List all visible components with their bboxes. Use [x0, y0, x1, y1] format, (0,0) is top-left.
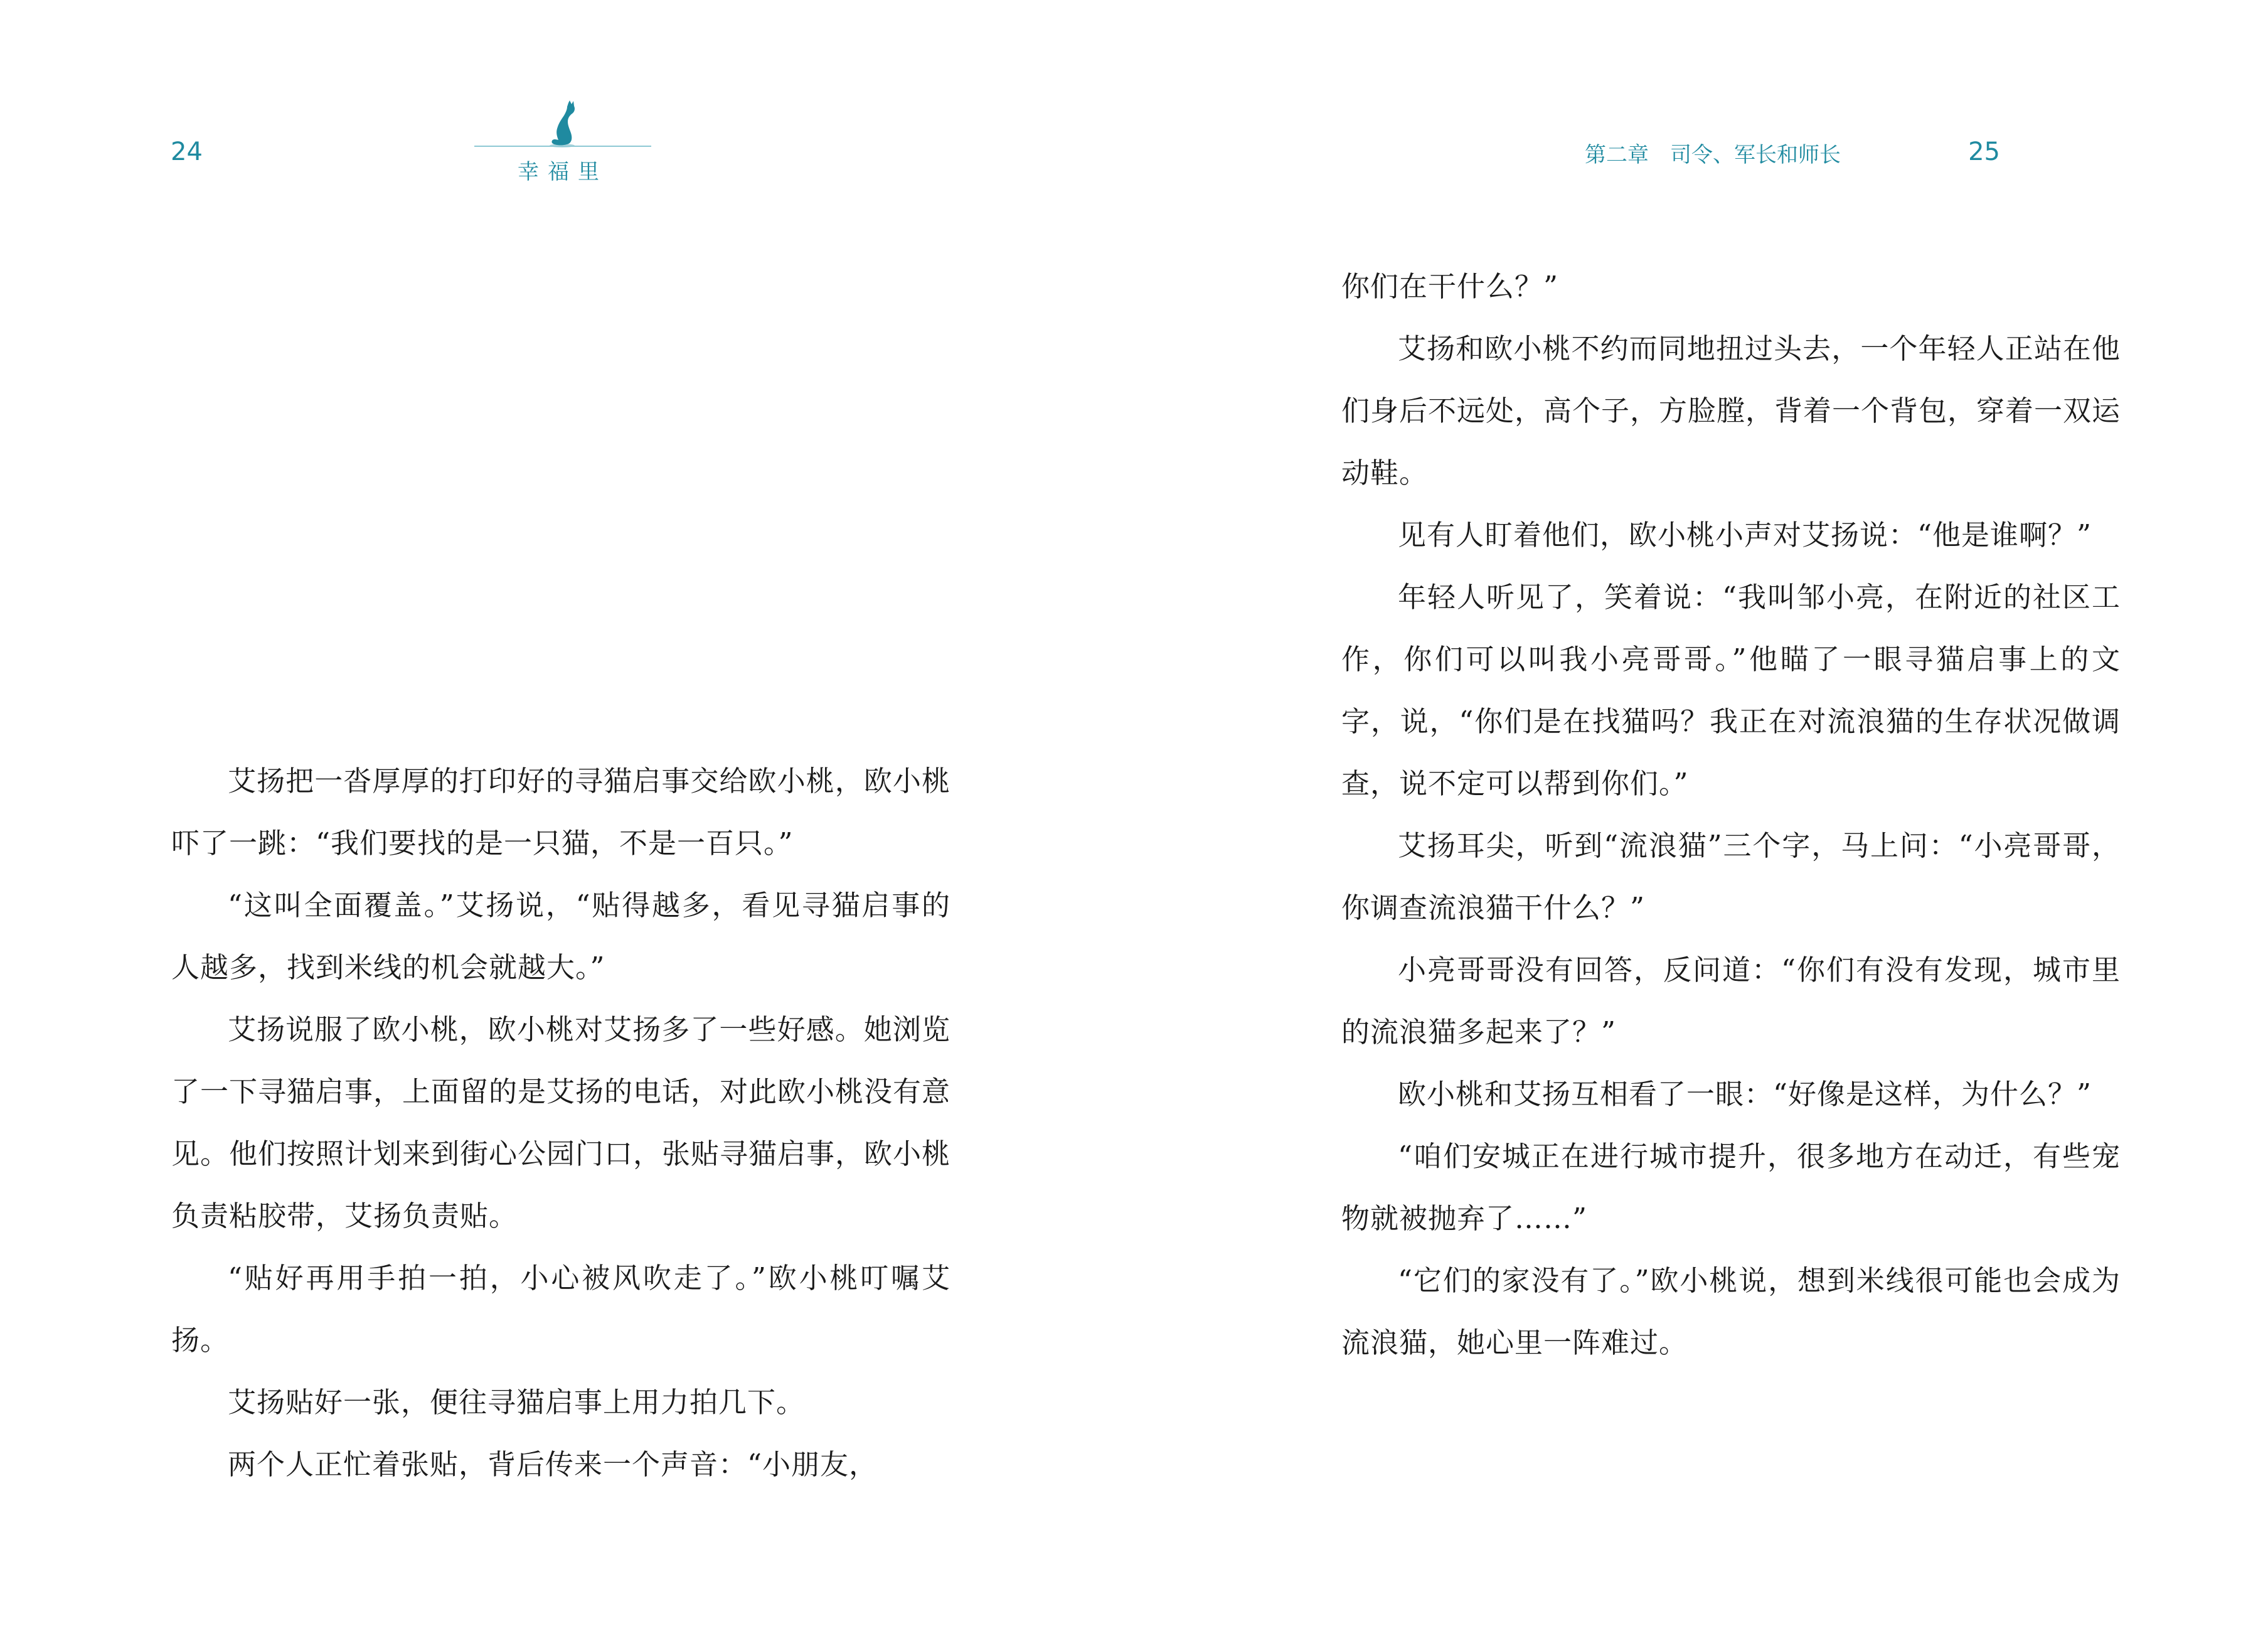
paragraph-continuation: 你们在干什么？”	[1341, 270, 1559, 303]
page-number-right: 25	[1968, 137, 2000, 166]
paragraph: 艾扬说服了欧小桃，欧小桃对艾扬多了一些好感。她浏览了一下寻猫启事，上面留的是艾扬的电话，对此欧小桃没有意见。他们按照计划来到街心公园门口，张贴寻猫启事，欧小桃负责粘胶带，艾扬负责贴。	[171, 1013, 951, 1233]
paragraph: 两个人正忙着张贴，背后传来一个声音：“小朋友，	[228, 1448, 878, 1481]
paragraph: 艾扬把一沓厚厚的打印好的寻猫启事交给欧小桃，欧小桃吓了一跳：“我们要找的是一只猫，不是一百只。”	[171, 764, 950, 860]
page-number-left: 24	[171, 137, 203, 166]
paragraph: 欧小桃和艾扬互相看了一眼：“好像是这样，为什么？”	[1398, 1078, 2092, 1111]
book-title: 幸福里	[518, 159, 608, 184]
paragraph: 艾扬贴好一张，便往寻猫启事上用力拍几下。	[228, 1386, 806, 1419]
paragraph: “它们的家没有了。”欧小桃说，想到米线很可能也会成为流浪猫，她心里一阵难过。	[1341, 1264, 2121, 1359]
right-body-text	[1341, 255, 2121, 1374]
left-body-text	[171, 750, 950, 1495]
paragraph: 艾扬和欧小桃不约而同地扭过头去，一个年轻人正站在他们身后不远处，高个子，方脸膛，背着一个背包，穿着一双运动鞋。	[1341, 332, 2121, 489]
paragraph: 小亮哥哥没有回答，反问道：“你们有没有发现，城市里的流浪猫多起来了？”	[1341, 953, 2121, 1049]
paragraph: “贴好再用手拍一拍，小心被风吹走了。”欧小桃叮嘱艾扬。	[171, 1261, 950, 1357]
paragraph: “咱们安城正在进行城市提升，很多地方在动迁，有些宠物就被抛弃了……”	[1341, 1140, 2121, 1235]
paragraph: 见有人盯着他们，欧小桃小声对艾扬说：“他是谁啊？”	[1398, 518, 2092, 552]
running-header-chapter-title: 第二章 司令、军长和师长	[1585, 142, 1841, 168]
right-page	[1134, 0, 2268, 1631]
cat-silhouette-icon	[545, 100, 580, 148]
paragraph: 年轻人听见了，笑着说：“我叫邹小亮，在附近的社区工作，你们可以叫我小亮哥哥。”他瞄了一眼寻猫启事上的文字，说，“你们是在找猫吗？我正在对流浪猫的生存状况做调查，说不定可以帮到你们。”	[1341, 580, 2121, 800]
running-header-book-title	[474, 100, 651, 182]
title-divider	[474, 146, 651, 147]
paragraph: 艾扬耳尖，听到“流浪猫”三个字，马上问：“小亮哥哥，你调查流浪猫干什么？”	[1341, 829, 2121, 924]
paragraph: “这叫全面覆盖。”艾扬说，“贴得越多，看见寻猫启事的人越多，找到米线的机会就越大。”	[171, 889, 950, 984]
